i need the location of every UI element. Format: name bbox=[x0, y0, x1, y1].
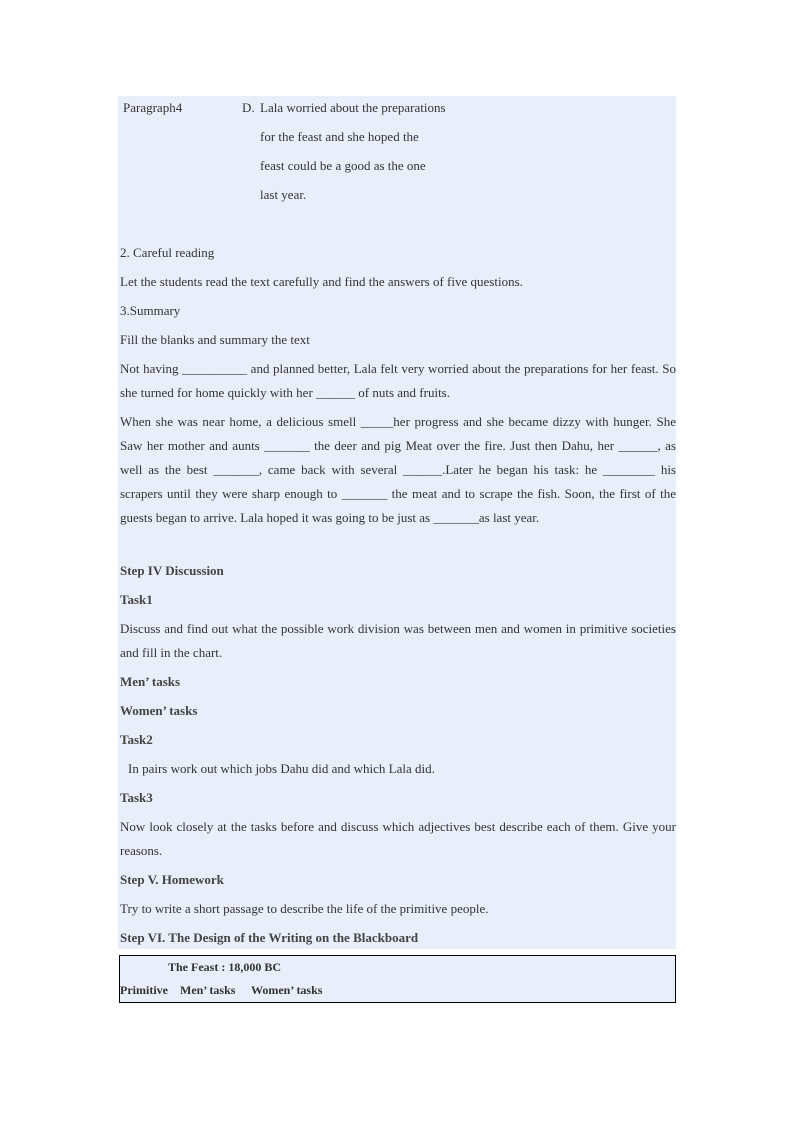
task1-title: Task1 bbox=[120, 592, 153, 607]
task3-text: Now look closely at the tasks before and discuss which adjectives best describe each of them. Give your reasons. bbox=[120, 819, 676, 858]
option-line-2: for the feast and she hoped the bbox=[260, 129, 419, 144]
men-tasks-label: Men’ tasks bbox=[120, 674, 181, 689]
women-tasks-label: Women’ tasks bbox=[120, 703, 198, 718]
blackboard-table bbox=[119, 955, 676, 1003]
board-title: The Feast : 18,000 BC bbox=[168, 960, 281, 974]
board-col-men: Men’ tasks bbox=[180, 983, 236, 997]
summary-heading: 3.Summary bbox=[120, 303, 181, 318]
task1-text: Discuss and find out what the possible work division was between men and women in primitive societies and fill in the chart. bbox=[120, 621, 676, 660]
summary-paragraph-2: When she was near home, a delicious smell _____her progress and she became dizzy with hunger. She Saw her mother and aunts _______ the deer and pig Meat over the fire. Just then Dahu, her ______, as well as the best _______, came back with several ______.Later he began his task: he ________ his scrapers until they were sharp enough to _______ the meat and to scrape the fish. Soon, the first of the guests began to arrive. Lala hoped it was going to be just as _______as last year. bbox=[120, 414, 676, 525]
step6-heading: Step VI. The Design of the Writing on the Blackboard bbox=[120, 930, 419, 945]
step5-heading: Step V. Homework bbox=[120, 872, 224, 887]
homework-text: Try to write a short passage to describe the life of the primitive people. bbox=[120, 901, 489, 916]
board-col-women: Women’ tasks bbox=[251, 983, 323, 997]
careful-reading-text: Let the students read the text carefully and find the answers of five questions. bbox=[120, 274, 523, 289]
task2-text: In pairs work out which jobs Dahu did and which Lala did. bbox=[128, 761, 435, 776]
task2-title: Task2 bbox=[120, 732, 153, 747]
summary-paragraph-1: Not having __________ and planned better, Lala felt very worried about the preparations for her feast. So she turned for home quickly with her ______ of nuts and fruits. bbox=[120, 361, 676, 400]
step4-heading: Step IV Discussion bbox=[120, 563, 224, 578]
option-letter: D. bbox=[242, 100, 255, 115]
board-col-primitive: Primitive bbox=[120, 983, 168, 997]
option-line-4: last year. bbox=[260, 187, 307, 202]
option-line-1: Lala worried about the preparations bbox=[260, 100, 446, 115]
paragraph4-label: Paragraph4 bbox=[123, 100, 183, 115]
option-line-3: feast could be a good as the one bbox=[260, 158, 426, 173]
summary-instruction: Fill the blanks and summary the text bbox=[120, 332, 310, 347]
task3-title: Task3 bbox=[120, 790, 153, 805]
careful-reading-heading: 2. Careful reading bbox=[120, 245, 215, 260]
